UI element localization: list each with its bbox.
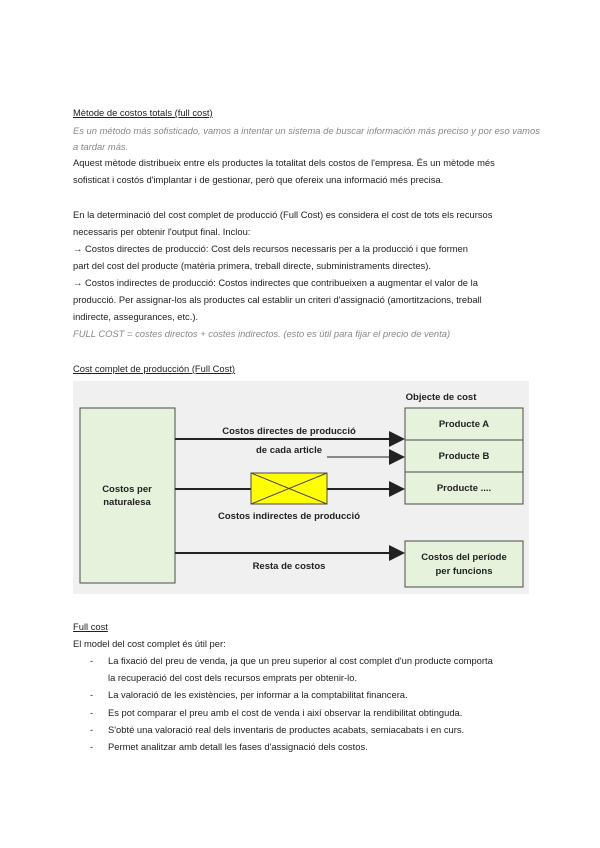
list-item-continuation: la recuperació del cost dels recursos emprats per obtenir-lo. [108,672,358,683]
costs-by-nature-box [80,408,175,583]
section-title-full-cost-method: Mètode de costos totals (full cost) [73,107,213,118]
period-costs-box [405,541,523,587]
list-item: Permet analitzar amb detall les fases d'assignació dels costos. [108,741,368,752]
rest-costs-label: Resta de costos [252,561,326,572]
paragraph-line: En la determinació del cost complet de producció (Full Cost) es considera el cost de tots els recursos [73,209,493,220]
costs-by-nature-label-1: Costos per [102,484,152,495]
section-title-full-cost: Full cost [73,621,108,632]
direct-cost-label-2: de cada article [255,445,323,456]
costs-by-nature-label-2: naturalesa [103,497,151,508]
paragraph-line: part del cost del producte (matèria primera, treball directe, subministraments directes). [73,260,431,271]
list-item: S'obté una valoració real dels inventaris de productes acabats, semiacabats i en curs. [108,724,465,735]
list-item: Es pot comparar el preu amb el cost de venda i així observar la rendibilitat obtinguda. [108,707,463,718]
full-cost-intro: El model del cost complet és útil per: [73,638,226,649]
section-title-cost-complet: Cost complet de producción (Full Cost) [73,363,236,374]
paragraph-line: → Costos indirectes de producció: Costos indirectes que contribueixen a augmentar el valor de la [73,277,478,288]
list-item: La fixació del preu de venda, ja que un preu superior al cost complet d'un producte comporta [108,655,493,666]
period-costs-label-1: Costos del període [421,552,507,563]
paragraph-line: producció. Per assignar-los als productes cal establir un criteri d'assignació (amortitzacions, treball [73,294,482,305]
product-a-label: Producte A [438,419,490,430]
bullet-marker: - [90,707,94,718]
bullet-marker: - [90,724,94,735]
cost-object-header: Objecte de cost [405,392,477,403]
paragraph-line: sofisticat i costós d'implantar i de gestionar, però que ofereix una informació més precisa. [73,174,444,185]
bullet-marker: - [90,689,94,700]
product-b-label: Producte B [438,451,490,462]
full-cost-formula-note: FULL COST = costes directos + costes indirectos. (esto es útil para fijar el precio de venta) [73,328,451,339]
bullet-marker: - [90,741,94,752]
paragraph-line: indirecte, assegurances, etc.). [73,311,199,322]
paragraph-line: Aquest mètode distribueix entre els productes la totalitat dels costos de l'empresa. És un mètode més [73,157,495,168]
paragraph-line: → Costos directes de producció: Cost dels recursos necessaris per a la producció i que formen [73,243,468,254]
product-more-label: Producte .... [436,483,492,494]
period-costs-label-2: per funcions [435,566,493,577]
bullet-marker: - [90,655,94,666]
list-item: La valoració de les existències, per informar a la comptabilitat financera. [108,689,408,700]
paragraph-line: necessaris per obtenir l'output final. Inclou: [73,226,251,237]
italic-note-line: Es un método más sofisticado, vamos a intentar un sistema de buscar información más preciso y por eso vamos [73,125,540,136]
indirect-cost-label: Costos indirectes de producció [218,511,360,522]
direct-cost-label-1: Costos directes de producció [222,426,356,437]
full-cost-diagram [73,381,529,594]
italic-note-line: a tardar más. [73,141,129,152]
